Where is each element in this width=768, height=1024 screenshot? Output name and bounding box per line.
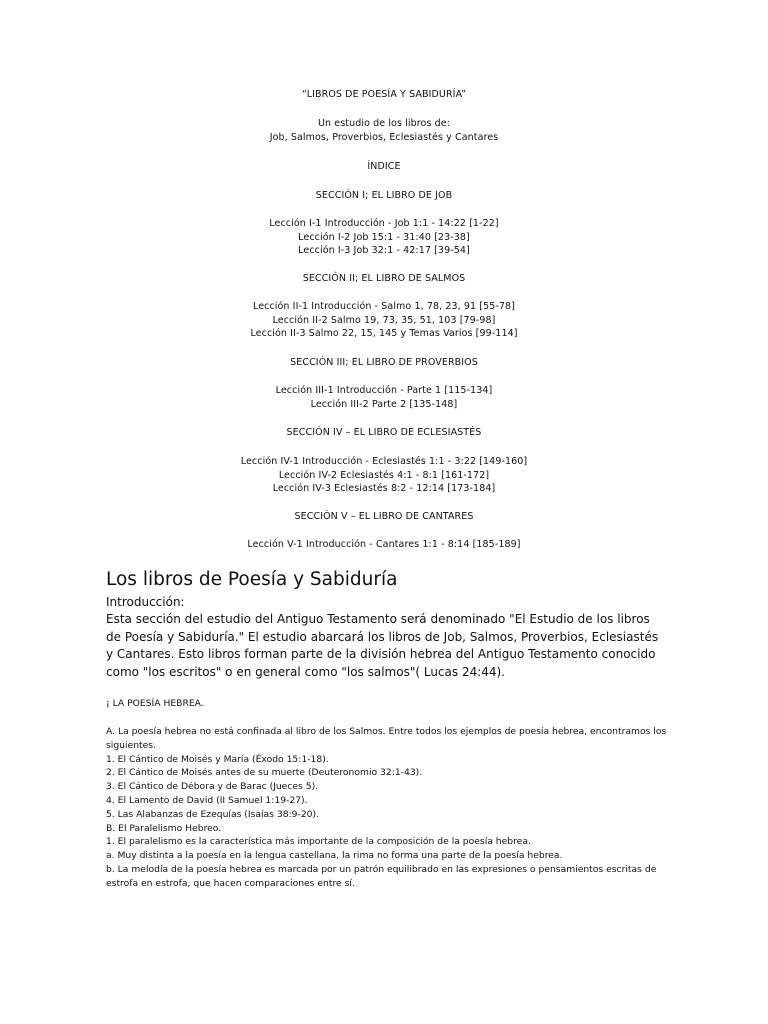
introduction bbox=[106, 594, 666, 681]
lesson-item: Lección I-3 Job 32:1 - 42:17 [39-54] bbox=[298, 245, 470, 256]
index-heading: ÍNDICE bbox=[367, 161, 401, 172]
lesson-item: Lección III-1 Introducción - Parte 1 [115-134] bbox=[275, 385, 493, 396]
section-title-5: SECCIÓN V – EL LIBRO DE CANTARES bbox=[294, 511, 474, 522]
section-lessons-1 bbox=[0, 217, 768, 258]
section-lessons-5 bbox=[0, 538, 768, 552]
section-lessons-2 bbox=[0, 300, 768, 341]
lesson-item: Lección I-2 Job 15:1 - 31:40 [23-38] bbox=[298, 231, 470, 243]
section-lessons-4 bbox=[0, 455, 768, 496]
poesia-body bbox=[106, 725, 676, 891]
lesson-item: Lección V-1 Introducción - Cantares 1:1 - 8:14 [185-189] bbox=[247, 539, 521, 550]
intro-label: Introducción: bbox=[106, 595, 185, 609]
lesson-item: Lección II-2 Salmo 19, 73, 35, 51, 103 [79-98] bbox=[272, 314, 496, 326]
section-title-2: SECCIÓN II; EL LIBRO DE SALMOS bbox=[302, 273, 466, 284]
poesia-heading: ¡ LA POESÍA HEBREA. bbox=[106, 698, 204, 709]
list-item: 1. El Cántico de Moisés y María (Éxodo 15:1-18). bbox=[106, 753, 329, 765]
list-item: B. El Paralelismo Hebreo. bbox=[106, 822, 222, 834]
list-item: a. Muy distinta a la poesía en la lengua castellana, la rima no forma una parte de la poesía hebrea. bbox=[106, 850, 563, 862]
list-item: 5. Las Alabanzas de Ezequías (Isaías 38:9-20). bbox=[106, 808, 320, 820]
document-subtitle bbox=[0, 117, 768, 144]
intro-text: Esta sección del estudio del Antiguo Testamento será denominado "El Estudio de los libros de Poesía y Sabiduría." El estudio abarcará los libros de Job, Salmos, Proverbios, Eclesiastés y Cantares. Esto libros forman parte de la división hebrea del Antiguo Testamento conocido como "los escritos" o en general como "los salmos"( Lucas 24:44). bbox=[106, 612, 659, 679]
section-title-3: SECCIÓN III; EL LIBRO DE PROVERBIOS bbox=[290, 357, 478, 368]
list-item: 3. El Cántico de Débora y de Barac (Jueces 5). bbox=[106, 781, 319, 793]
lesson-item: Lección IV-1 Introducción - Eclesiastés 1:1 - 3:22 [149-160] bbox=[240, 456, 528, 467]
lesson-item: Lección IV-3 Eclesiastés 8:2 - 12:14 [173-184] bbox=[272, 483, 496, 494]
lesson-item: Lección II-3 Salmo 22, 15, 145 y Temas Varios [99-114] bbox=[250, 328, 518, 339]
subtitle-line-2: Job, Salmos, Proverbios, Eclesiastés y Cantares bbox=[269, 131, 499, 143]
section-lessons-3 bbox=[0, 384, 768, 411]
lesson-item: Lección II-1 Introducción - Salmo 1, 78, 23, 91 [55-78] bbox=[252, 301, 516, 312]
list-item: 1. El paralelismo es la característica más importante de la composición de la poesía hebrea. bbox=[106, 836, 531, 848]
lesson-item: Lección I-1 Introducción - Job 1:1 - 14:22 [1-22] bbox=[269, 218, 499, 229]
section-title-1: SECCIÓN I; EL LIBRO DE JOB bbox=[315, 190, 453, 201]
list-item: 4. El Lamento de David (II Samuel 1:19-27). bbox=[106, 794, 308, 806]
main-heading: Los libros de Poesía y Sabiduría bbox=[106, 569, 398, 590]
paragraph-a: A. La poesía hebrea no está confinada al libro de los Salmos. Entre todos los ejemplos de poesía hebrea, encontramos los siguientes. bbox=[106, 726, 667, 751]
list-item: b. La melodía de la poesía hebrea es marcada por un patrón equilibrado en las expresiones o pensamientos escritas de estrofa en estrofa, que hacen comparaciones entre sí. bbox=[106, 863, 657, 889]
lesson-item: Lección III-2 Parte 2 [135-148] bbox=[310, 398, 458, 410]
lesson-item: Lección IV-2 Eclesiastés 4:1 - 8:1 [161-172] bbox=[278, 469, 490, 481]
list-item: 2. El Cántico de Moisés antes de su muerte (Deuteronomio 32:1-43). bbox=[106, 767, 423, 779]
subtitle-line-1: Un estudio de los libros de: bbox=[317, 118, 450, 129]
section-title-4: SECCIÓN IV – EL LIBRO DE ECLESIASTÉS bbox=[286, 427, 482, 438]
document-title: “LIBROS DE POESÍA Y SABIDURÍA” bbox=[301, 89, 467, 100]
